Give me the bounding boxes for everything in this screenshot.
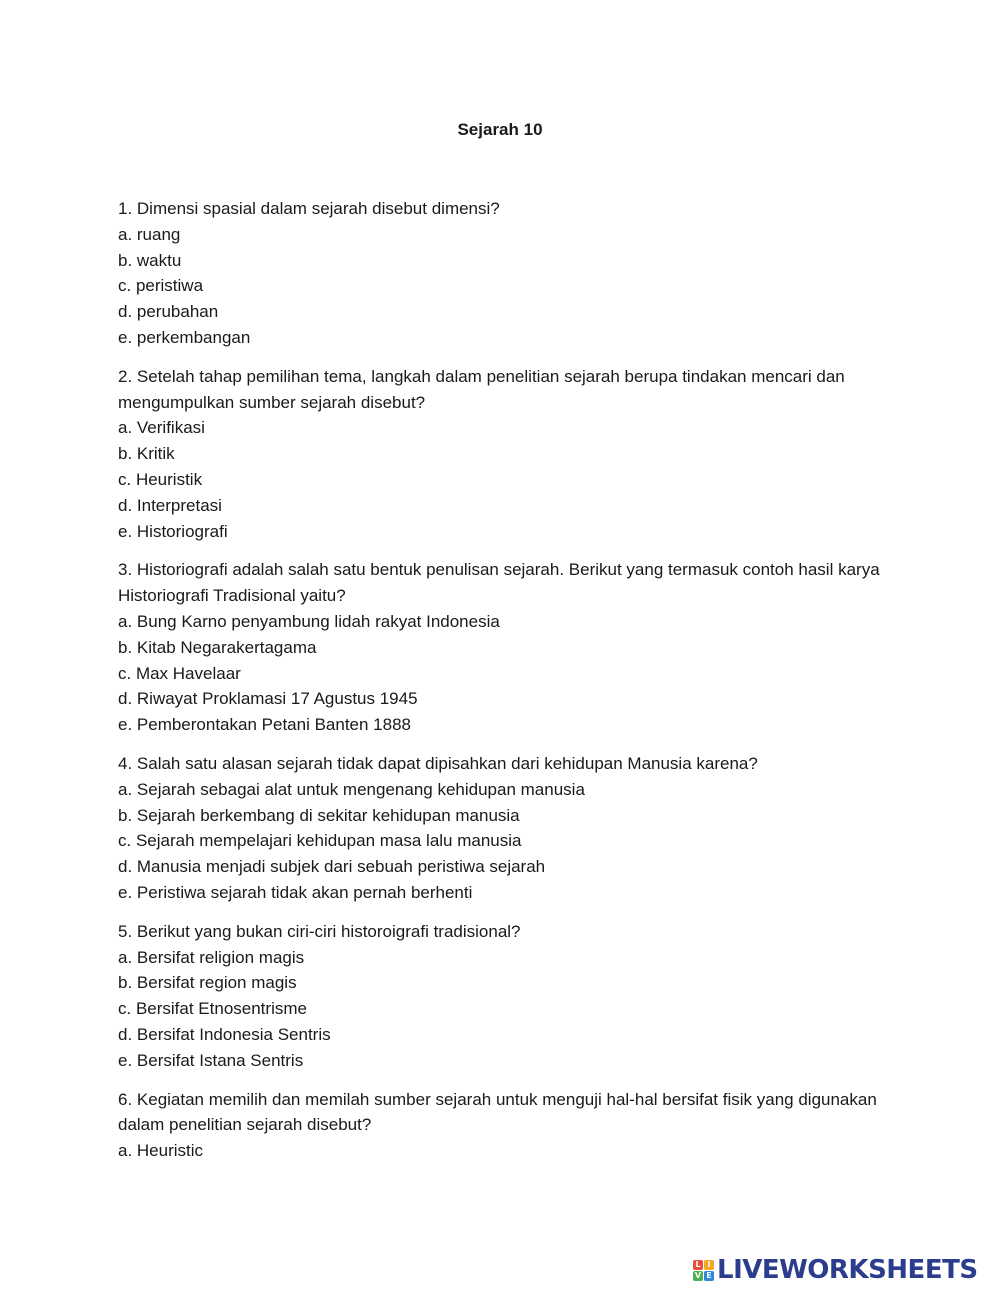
option-a[interactable]: a. Sejarah sebagai alat untuk mengenang kehidupan manusia	[118, 779, 585, 799]
question-4	[118, 751, 888, 906]
question-text: 2. Setelah tahap pemilihan tema, langkah dalam penelitian sejarah berupa tindakan mencari dan mengumpulkan sumber sejarah disebut?	[118, 366, 845, 412]
brand-letter-l: L	[693, 1260, 703, 1270]
option-d[interactable]: d. Riwayat Proklamasi 17 Agustus 1945	[118, 689, 418, 709]
option-a[interactable]: a. Bersifat religion magis	[118, 947, 305, 967]
brand-text: LIVEWORKSHEETS	[717, 1255, 978, 1285]
option-d[interactable]: d. perubahan	[118, 302, 219, 322]
question-2	[118, 364, 888, 545]
option-e[interactable]: e. perkembangan	[118, 327, 251, 347]
option-b[interactable]: b. Bersifat region magis	[118, 973, 297, 993]
question-text: 1. Dimensi spasial dalam sejarah disebut dimensi?	[118, 199, 500, 218]
question-3	[118, 557, 888, 738]
option-e[interactable]: e. Peristiwa sejarah tidak akan pernah berhenti	[118, 882, 473, 902]
question-5	[118, 919, 888, 1074]
question-1	[118, 196, 888, 351]
question-text: 3. Historiografi adalah salah satu bentuk penulisan sejarah. Berikut yang termasuk contoh hasil karya Historiografi Tradisional yaitu?	[118, 560, 880, 606]
option-b[interactable]: b. Kritik	[118, 444, 175, 464]
option-d[interactable]: d. Manusia menjadi subjek dari sebuah peristiwa sejarah	[118, 857, 546, 877]
option-e[interactable]: e. Historiografi	[118, 521, 228, 541]
option-e[interactable]: e. Bersifat Istana Sentris	[118, 1050, 304, 1070]
brand-letter-e: E	[704, 1271, 714, 1281]
option-e[interactable]: e. Pemberontakan Petani Banten 1888	[118, 715, 411, 735]
liveworksheets-logo	[693, 1255, 978, 1285]
option-c[interactable]: c. peristiwa	[118, 276, 204, 296]
question-text: 4. Salah satu alasan sejarah tidak dapat dipisahkan dari kehidupan Manusia karena?	[118, 753, 758, 773]
brand-letter-i: I	[704, 1260, 714, 1270]
question-text: 6. Kegiatan memilih dan memilah sumber sejarah untuk menguji hal-hal bersifat fisik yang digunakan dalam penelitian sejarah disebut?	[118, 1089, 877, 1135]
option-a[interactable]: a. Verifikasi	[118, 418, 205, 438]
option-a[interactable]: a. Bung Karno penyambung lidah rakyat Indonesia	[118, 611, 500, 631]
liveworksheets-icon	[693, 1260, 714, 1281]
brand-letter-v: V	[694, 1270, 702, 1280]
option-c[interactable]: c. Max Havelaar	[118, 663, 241, 683]
option-a[interactable]: a. Heuristic	[118, 1141, 204, 1161]
option-d[interactable]: d. Bersifat Indonesia Sentris	[118, 1024, 331, 1044]
option-b[interactable]: b. waktu	[118, 250, 182, 270]
question-text: 5. Berikut yang bukan ciri-ciri historoigrafi tradisional?	[118, 921, 521, 941]
question-list	[118, 196, 888, 1177]
option-c[interactable]: c. Heuristik	[118, 469, 203, 489]
option-b[interactable]: b. Sejarah berkembang di sekitar kehidupan manusia	[118, 805, 520, 825]
option-b[interactable]: b. Kitab Negarakertagama	[118, 637, 317, 657]
page-title: Sejarah 10	[457, 120, 543, 139]
question-6	[118, 1087, 888, 1164]
option-c[interactable]: c. Sejarah mempelajari kehidupan masa lalu manusia	[118, 831, 522, 851]
option-d[interactable]: d. Interpretasi	[118, 495, 222, 515]
option-c[interactable]: c. Bersifat Etnosentrisme	[118, 999, 307, 1019]
option-a[interactable]: a. ruang	[118, 224, 181, 244]
